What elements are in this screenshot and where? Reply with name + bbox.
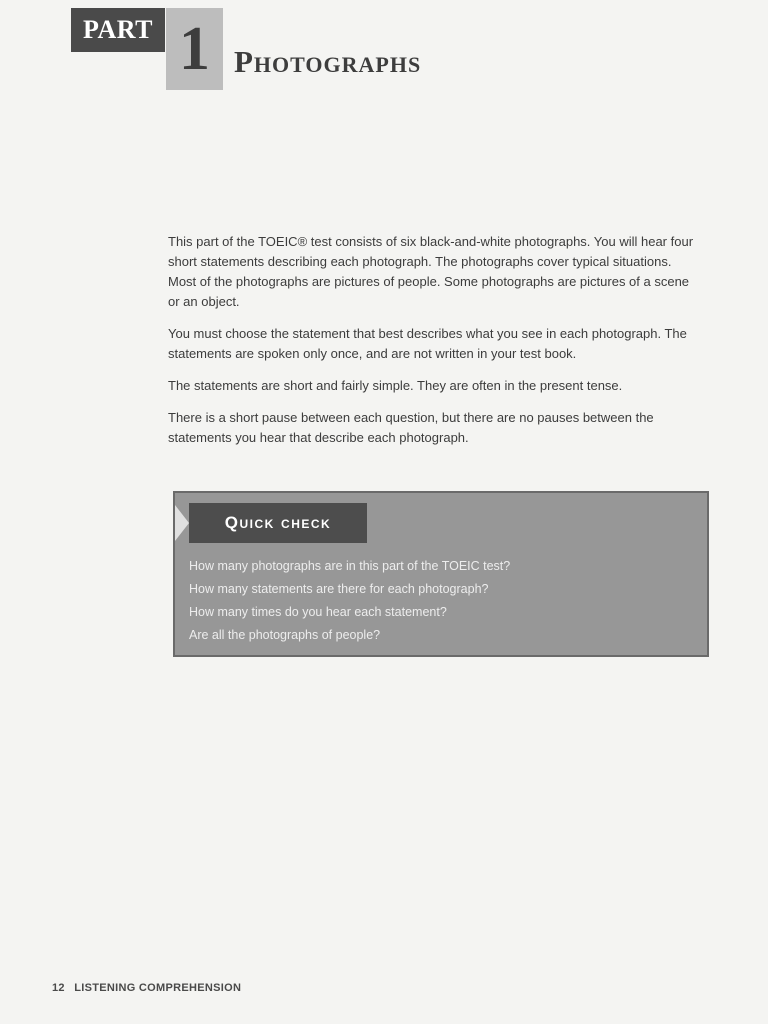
intro-paragraph: You must choose the statement that best describes what you see in each photograph. The statements are spoken only once, and are not written in your test book. xyxy=(168,326,687,361)
list-item: How many photographs are in this part of the TOEIC test? xyxy=(189,559,511,573)
quick-check-questions xyxy=(189,555,510,647)
intro-paragraph: This part of the TOEIC® test consists of six black-and-white photographs. You will hear four short statements describing each photograph. The photographs cover typical situations. Most of the photographs are pictures of people. Some photographs are pictures of a scene or an object. xyxy=(168,234,694,309)
page-number: 12 xyxy=(52,982,65,994)
intro-text xyxy=(168,232,700,460)
list-item: Are all the photographs of people? xyxy=(189,628,381,642)
list-item: How many times do you hear each statement? xyxy=(189,605,447,619)
part-label: PART xyxy=(71,8,165,52)
page-footer xyxy=(52,982,241,994)
quick-check-box xyxy=(173,491,709,657)
list-item: How many statements are there for each photograph? xyxy=(189,582,489,596)
intro-paragraph: The statements are short and fairly simple. They are often in the present tense. xyxy=(168,378,623,393)
intro-paragraph: There is a short pause between each question, but there are no pauses between the statements you hear that describe each photograph. xyxy=(168,410,654,445)
part-number: 1 xyxy=(166,8,223,90)
page-title: Photographs xyxy=(234,44,422,79)
arrow-icon xyxy=(175,505,189,541)
quick-check-label: Quick check xyxy=(189,503,367,543)
section-title: LISTENING COMPREHENSION xyxy=(74,982,242,994)
